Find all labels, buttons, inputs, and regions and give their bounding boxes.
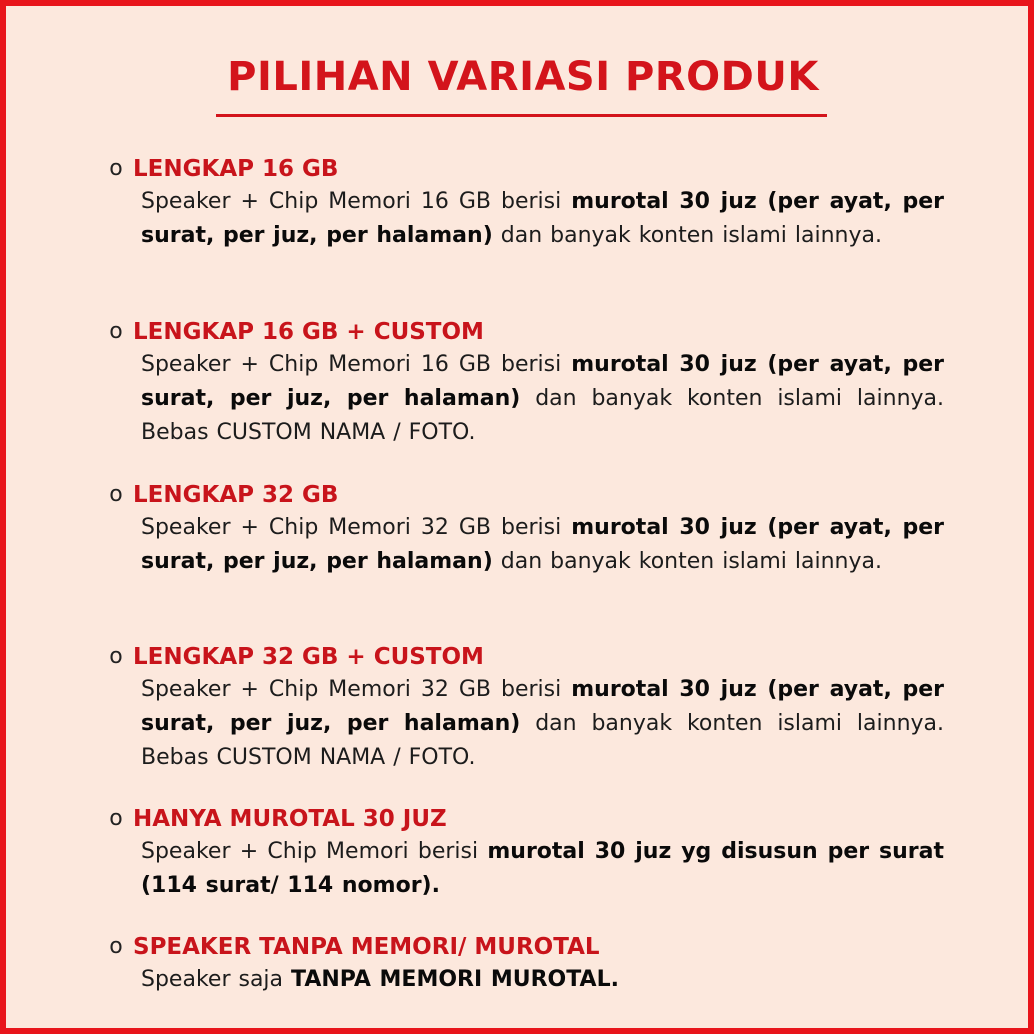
variant-heading: LENGKAP 32 GB <box>133 482 339 508</box>
title-underline <box>216 114 827 117</box>
bullet-icon: o <box>109 319 123 344</box>
variant-heading: HANYA MUROTAL 30 JUZ <box>133 806 447 832</box>
bullet-icon: o <box>109 806 123 831</box>
variant-heading: LENGKAP 16 GB <box>133 156 339 182</box>
variant-heading: LENGKAP 16 GB + CUSTOM <box>133 319 484 345</box>
bullet-icon: o <box>109 156 123 181</box>
variant-description: Speaker + Chip Memori 16 GB berisi murotal 30 juz (per ayat, per surat, per juz, per halaman) dan banyak konten islami lainnya. <box>141 189 944 248</box>
variant-heading: SPEAKER TANPA MEMORI/ MUROTAL <box>133 934 600 960</box>
variant-description: Speaker saja TANPA MEMORI MUROTAL. <box>141 967 619 992</box>
variant-description: Speaker + Chip Memori 16 GB berisi murotal 30 juz (per ayat, per surat, per juz, per halaman) dan banyak konten islami lainnya. Bebas CUSTOM NAMA / FOTO. <box>141 352 945 445</box>
bullet-icon: o <box>109 482 123 507</box>
variant-heading: LENGKAP 32 GB + CUSTOM <box>133 644 484 670</box>
variant-description: Speaker + Chip Memori 32 GB berisi murotal 30 juz (per ayat, per surat, per juz, per halaman) dan banyak konten islami lainnya. Bebas CUSTOM NAMA / FOTO. <box>141 677 945 770</box>
variant-description: Speaker + Chip Memori 32 GB berisi murotal 30 juz (per ayat, per surat, per juz, per halaman) dan banyak konten islami lainnya. <box>141 515 944 574</box>
variant-description: Speaker + Chip Memori berisi murotal 30 juz yg disusun per surat (114 surat/ 114 nomor). <box>141 839 944 898</box>
bullet-icon: o <box>109 644 123 669</box>
bullet-icon: o <box>109 934 123 959</box>
page-title: PILIHAN VARIASI PRODUK <box>227 54 819 100</box>
